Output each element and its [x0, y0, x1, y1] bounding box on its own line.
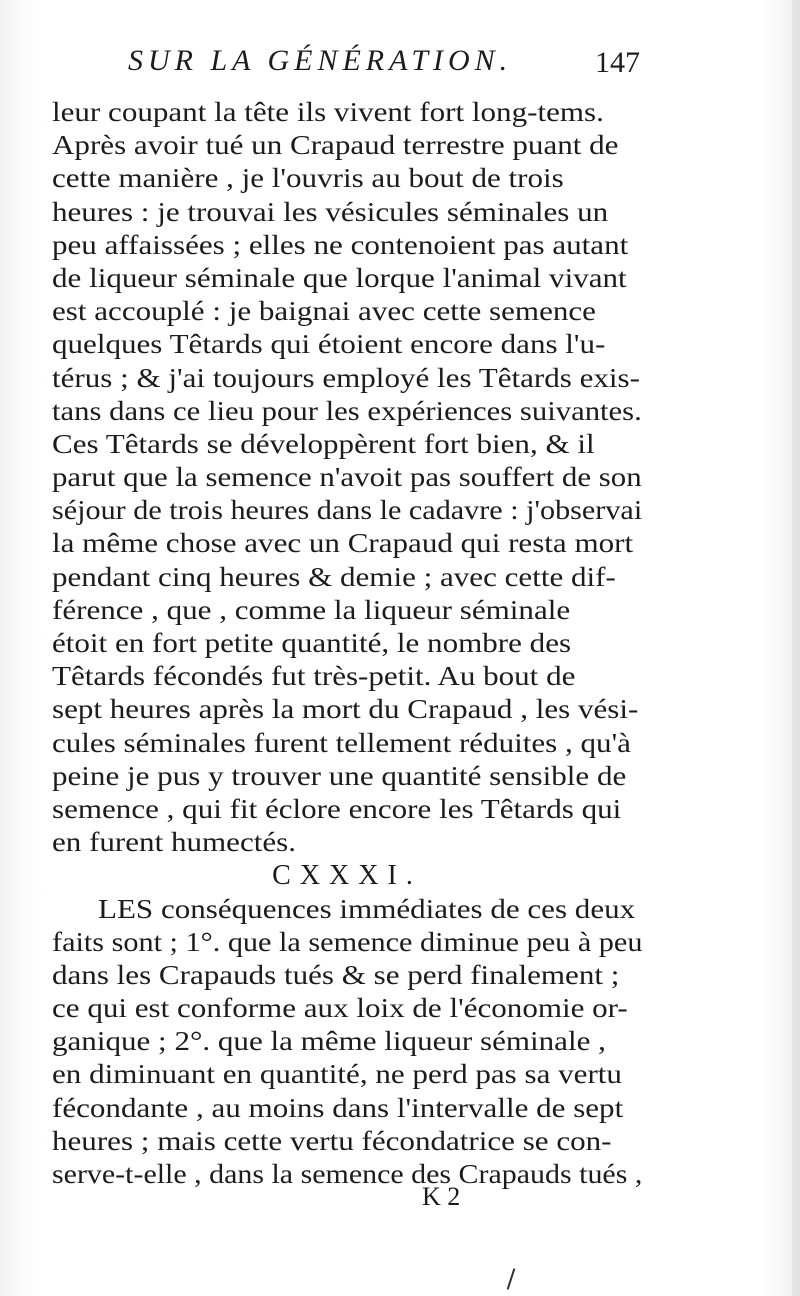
text-line: faits sont ; 1°. que la semence diminue peu à peu [52, 926, 643, 957]
text-line: peu affaissées ; elles ne contenoient pas autant [52, 229, 629, 260]
text-line: ganique ; 2°. que la même liqueur séminale , [52, 1026, 606, 1057]
text-line: sept heures après la mort du Crapaud , les vési- [52, 694, 639, 725]
text-line: peine je pus y trouver une quantité sensible de [52, 760, 627, 791]
text-line: térus ; & j'ai toujours employé les Têtards exis- [52, 362, 640, 393]
text-line: cules séminales furent tellement réduites , qu'à [52, 727, 631, 758]
text-line: Têtards fécondés fut très-petit. Au bout de [52, 661, 576, 692]
text-line: étoit en fort petite quantité, le nombre des [52, 628, 572, 658]
text-line: de liqueur séminale que lorque l'animal vivant [52, 262, 627, 293]
section-number: CXXXI. [272, 860, 422, 892]
body-text [52, 96, 642, 1191]
running-title: SUR LA GÉNÉRATION. [128, 44, 513, 77]
text-line: quelques Têtards qui étoient encore dans l'u- [52, 329, 606, 360]
signature-mark: K 2 [422, 1182, 461, 1211]
text-line: séjour de trois heures dans le cadavre : j'observai [52, 495, 643, 526]
text-line: en diminuant en quantité, ne perd pas sa vertu [52, 1059, 622, 1090]
text-line: semence , qui fit éclore encore les Têtards qui [52, 793, 622, 824]
text-line: serve-t-elle , dans la semence des Crapauds tués , [52, 1159, 643, 1189]
text-line: leur coupant la tête ils vivent fort long-tems. [52, 97, 604, 127]
text-line: pendant cinq heures & demie ; avec cette dif- [52, 561, 616, 592]
text-line: heures ; mais cette vertu fécondatrice se con- [52, 1125, 612, 1156]
text-line: Après avoir tué un Crapaud terrestre puant de [52, 130, 619, 161]
running-head [52, 42, 642, 90]
text-line: fécondante , au moins dans l'intervalle de sept [52, 1092, 624, 1123]
ink-mark [507, 1268, 516, 1290]
text-line: la même chose avec un Crapaud qui resta mort [52, 528, 634, 559]
text-line: en furent humectés. [52, 827, 296, 858]
text-line: cette manière , je l'ouvris au bout de trois [52, 163, 564, 194]
text-line: parut que la semence n'avoit pas souffert de son [52, 462, 642, 493]
text-line: ce qui est conforme aux loix de l'économie or- [52, 993, 628, 1024]
text-line: heures : je trouvai les vésicules séminales un [52, 196, 609, 227]
page-number: 147 [595, 46, 640, 79]
text-line: férence , que , comme la liqueur séminale [52, 594, 571, 625]
text-line: Ces Têtards se développèrent fort bien, & il [52, 428, 595, 459]
text-line: tans dans ce lieu pour les expériences suivantes. [52, 395, 642, 426]
text-line: LES conséquences immédiates de ces deux [98, 893, 636, 924]
text-line: dans les Crapauds tués & se perd finalement ; [52, 959, 620, 990]
text-line: est accouplé : je baignai avec cette semence [52, 296, 596, 327]
